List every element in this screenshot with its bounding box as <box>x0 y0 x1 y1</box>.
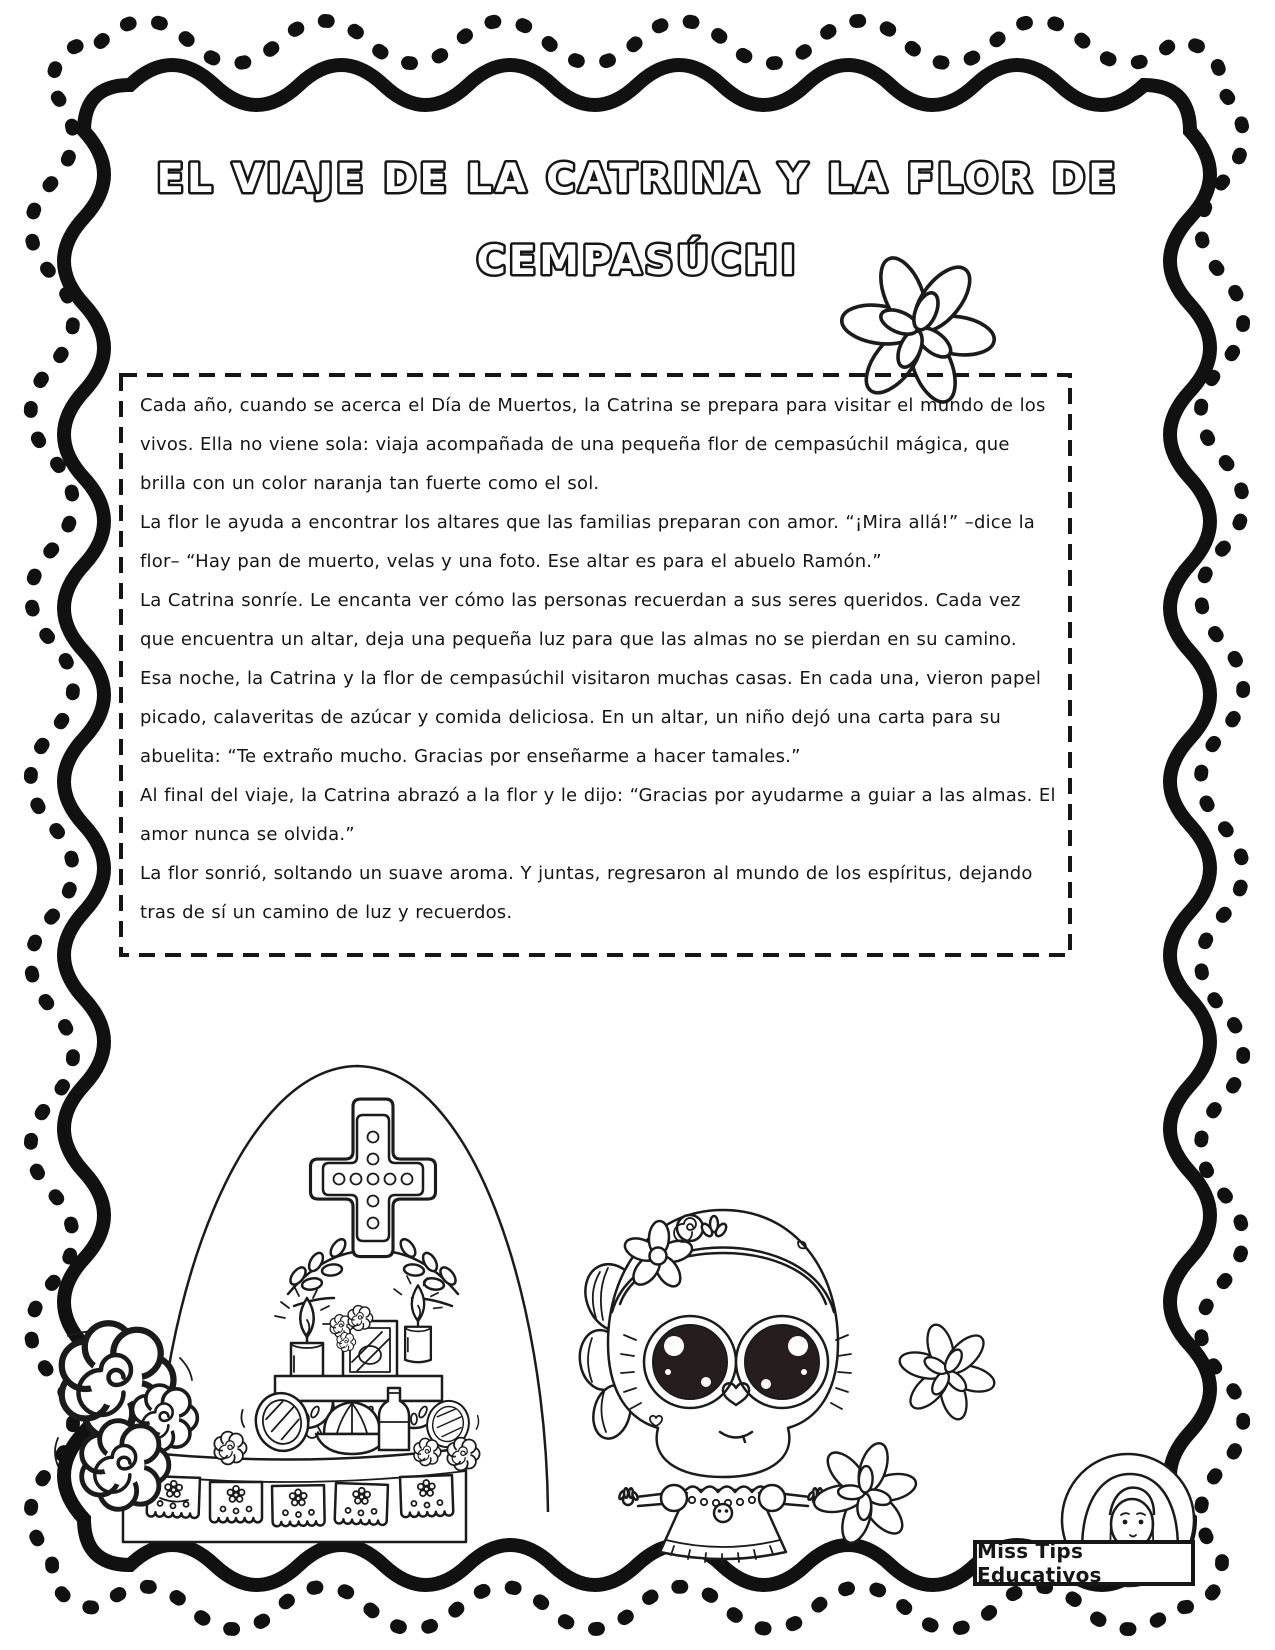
story-box <box>118 372 1073 958</box>
story-paragraph: La flor le ayuda a encontrar los altares que las familias preparan con amor. “¡Mira allá!” –dice la flor– “Hay pan de muerto, velas y una foto. Ese altar es para el abuelo Ramón.” <box>140 512 1036 572</box>
logo-text-box <box>973 1540 1195 1586</box>
spiral-flower-icon <box>414 1438 441 1465</box>
spiral-flowers-icon <box>40 1318 240 1523</box>
spiral-flower-icon <box>447 1438 479 1471</box>
story-paragraph: Esa noche, la Catrina y la flor de cempasúchil visitaron muchas casas. En cada una, vieron papel picado, calaveritas de azúcar y comida deliciosa. En un altar, un niño dejó una carta para su abuelita: “Te extraño mucho. Gracias por enseñarme a hacer tamales.” <box>140 668 1042 767</box>
page-title-line2: CEMPASÚCHI <box>476 238 799 284</box>
catrina-dress <box>618 1485 827 1563</box>
story-paragraph: La Catrina sonríe. Le encanta ver cómo las personas recuerdan a sus seres queridos. Cada vez que encuentra un altar, deja una pequeña luz para que las almas no se pierdan en su camino. <box>140 590 1021 650</box>
story-paragraph: Al final del viaje, la Catrina abrazó a la flor y le dijo: “Gracias por ayudarme a guiar a las almas. El amor nunca se olvida.” <box>140 785 1056 845</box>
story-paragraph: La flor sonrió, soltando un suave aroma. Y juntas, regresaron al mundo de los espíritus, dejando tras de sí un camino de luz y recuerdos. <box>140 863 1033 923</box>
page-title-line1: EL VIAJE DE LA CATRINA Y LA FLOR DE <box>156 156 1119 202</box>
logo-text: Miss Tips Educativos <box>977 1539 1102 1587</box>
story-text <box>140 386 1058 932</box>
catrina-eye <box>644 1316 736 1408</box>
cempasuchil-flowers-icon <box>805 1315 1005 1545</box>
page-title <box>90 118 1185 288</box>
story-paragraph: Cada año, cuando se acerca el Día de Muertos, la Catrina se prepara para visitar el mundo de los vivos. Ella no viene sola: viaja acompañada de una pequeña flor de cempasúchil mágica, que brilla con un color naranja tan fuerte como el sol. <box>140 395 1046 494</box>
